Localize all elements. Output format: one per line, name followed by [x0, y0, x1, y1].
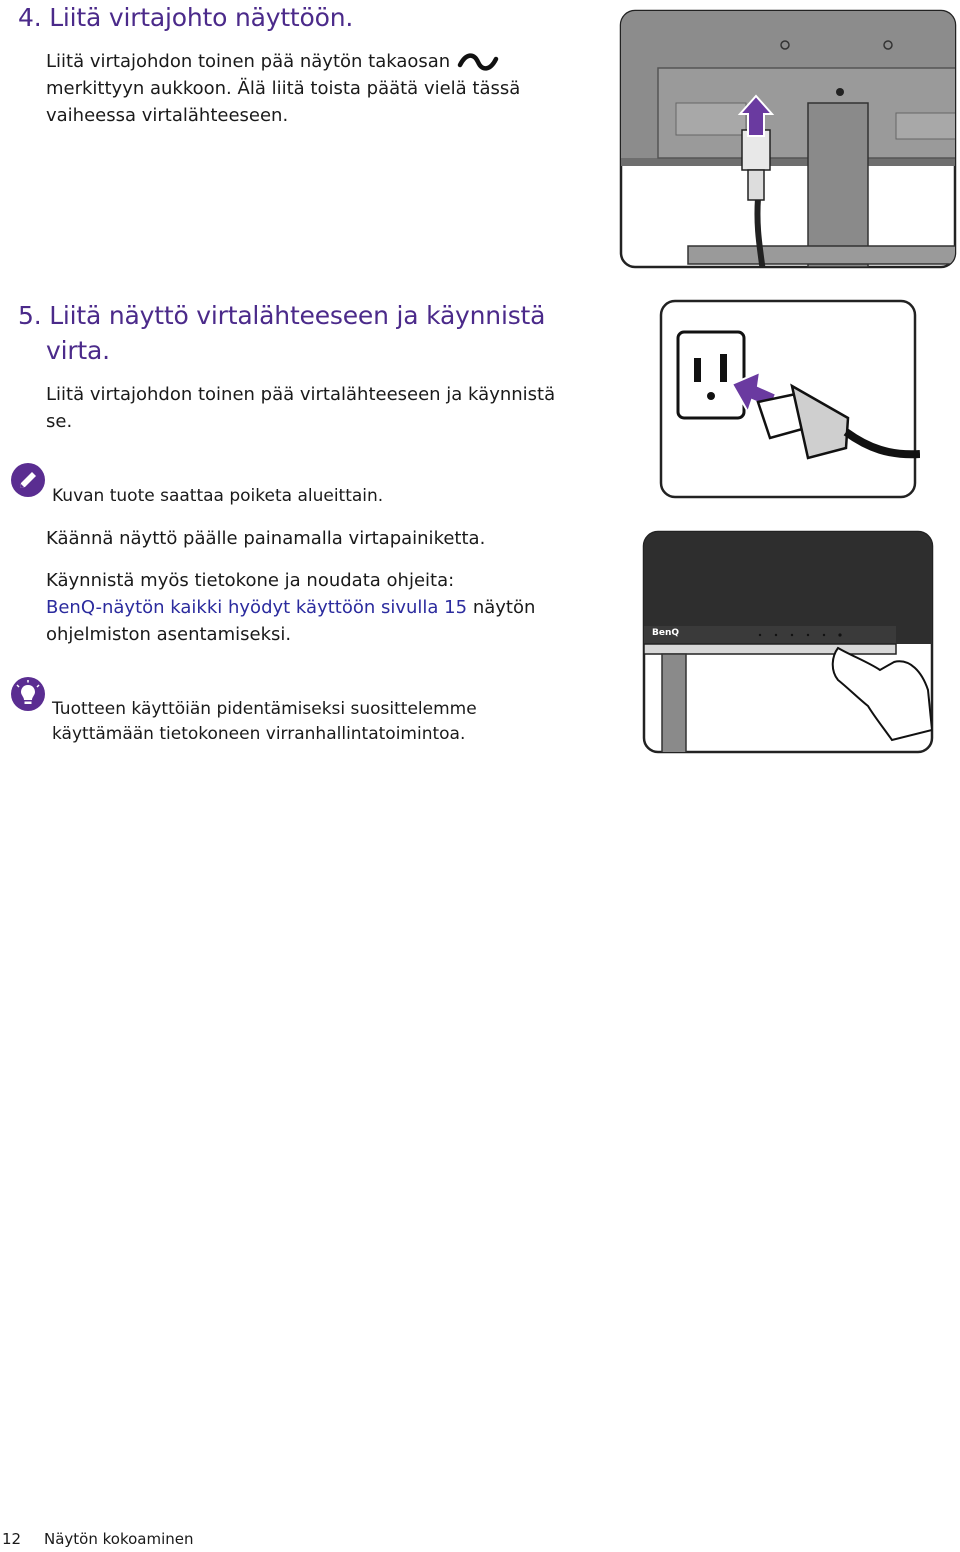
wall-socket-illustration [658, 298, 920, 502]
step5-heading-line2: virta. [46, 336, 110, 365]
step5-line1: Liitä virtajohdon toinen pää virtalähteeseen ja käynnistä [46, 384, 556, 405]
step4-line1: Liitä virtajohdon toinen pää näytön takaosan [46, 48, 500, 75]
ac-wave-icon [456, 51, 500, 73]
page-number: 12 [2, 1530, 22, 1548]
tip-line2: käyttämään tietokoneen virranhallintatoimintoa. [52, 724, 466, 744]
step4-line3: vaiheessa virtalähteeseen. [46, 105, 289, 126]
computer-line1: Käynnistä myös tietokone ja noudata ohjeita: [46, 570, 455, 591]
monitor-back-illustration [618, 8, 958, 272]
step4-heading: 4. Liitä virtajohto näyttöön. [18, 3, 354, 32]
monitor-front-illustration [642, 530, 936, 756]
step5-heading-line1: 5. Liitä näyttö virtalähteeseen ja käynnistä [18, 301, 546, 330]
monitor-brand-logo: BenQ [652, 628, 680, 638]
benq-features-link[interactable]: BenQ-näytön kaikki hyödyt käyttöön sivulla 15 [46, 597, 468, 618]
step5-line2: se. [46, 411, 73, 432]
footer-section-title: Näytön kokoaminen [44, 1530, 194, 1548]
computer-line3: ohjelmiston asentamiseksi. [46, 624, 292, 645]
tip-line1: Tuotteen käyttöiän pidentämiseksi suosittelemme [52, 699, 477, 719]
power-on-text: Käännä näyttö päälle painamalla virtapainiketta. [46, 528, 486, 549]
pencil-note-icon [10, 462, 46, 498]
step4-line2: merkittyyn aukkoon. Älä liitä toista päätä vielä tässä [46, 78, 521, 99]
note1-text: Kuvan tuote saattaa poiketa alueittain. [52, 486, 384, 506]
computer-line2: BenQ-näytön kaikki hyödyt käyttöön sivulla 15 näytön [46, 597, 536, 618]
lightbulb-tip-icon [10, 676, 46, 712]
